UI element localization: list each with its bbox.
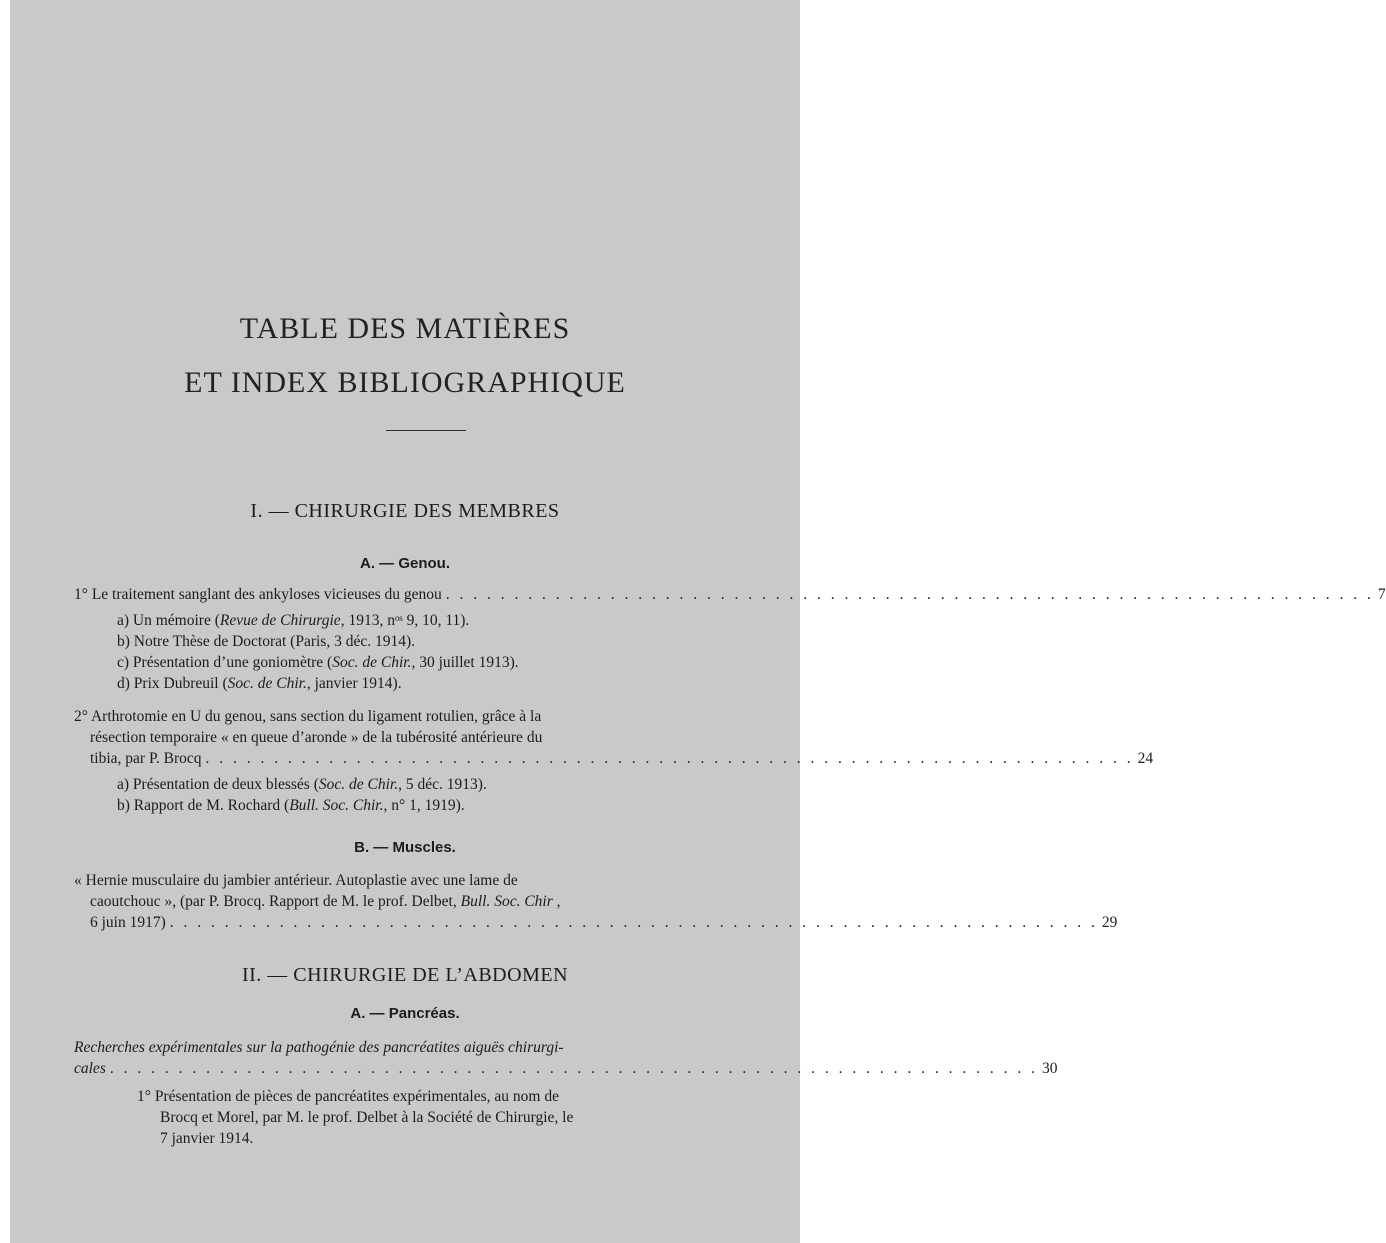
subsection-heading-pancreas: A. — Pancréas. [350, 1005, 460, 1022]
document-title-line-1: TABLE DES MATIÈRES [239, 312, 571, 345]
entry-text: 1° Le traitement sanglant des ankyloses vicieuses du genou [74, 586, 442, 603]
leader-dots: . . . . . . . . . . . . . . . . . . . . . . . . . . . . . . . . . . . . . . . . . . . . . . . . . . . . . . . . . . . . . . . . . . . . [169, 914, 1098, 931]
leader-dots: . . . . . . . . . . . . . . . . . . . . . . . . . . . . . . . . . . . . . . . . . . . . . . . . . . . . . . . . . . . . . . . . . . . . [205, 750, 1134, 767]
toc-entry-5-line-1: 1° Présentation de pièces de pancréatites expérimentales, au nom de [137, 1088, 559, 1105]
toc-entry-2-line-2: résection temporaire « en queue d’aronde » de la tubérosité antérieure du [90, 729, 543, 746]
subsection-heading-muscles: B. — Muscles. [354, 839, 456, 856]
page-number: 29 [1101, 914, 1118, 931]
document-title-line-2: ET INDEX BIBLIOGRAPHIQUE [184, 366, 626, 399]
toc-entry-5-line-3: 7 janvier 1914. [160, 1130, 254, 1147]
toc-entry-2-line-3 [90, 749, 1154, 769]
section-heading-2: II. — CHIRURGIE DE L’ABDOMEN [241, 964, 569, 986]
toc-entry-2-line-1: 2° Arthrotomie en U du genou, sans section du ligament rotulien, grâce à la [74, 708, 542, 725]
section-heading-1: I. — CHIRURGIE DES MEMBRES [250, 500, 560, 522]
entry-text: 6 juin 1917) [90, 914, 166, 931]
toc-entry-4-line-2 [74, 1059, 1058, 1079]
toc-entry-4-line-1: Recherches expérimentales sur la pathogénie des pancréatites aiguës chirurgi- [74, 1039, 564, 1056]
toc-entry-5-line-2: Brocq et Morel, par M. le prof. Delbet à la Société de Chirurgie, le [160, 1109, 574, 1126]
page-number: 24 [1137, 750, 1154, 767]
sub-item-b: b) Notre Thèse de Doctorat (Paris, 3 déc. 1914). [117, 633, 416, 650]
entry-text: tibia, par P. Brocq [90, 750, 202, 767]
document-page [10, 0, 1386, 1243]
toc-entry-1 [74, 585, 1386, 605]
page-number: 30 [1041, 1060, 1058, 1077]
entry-text: cales [74, 1060, 106, 1077]
leader-dots: . . . . . . . . . . . . . . . . . . . . . . . . . . . . . . . . . . . . . . . . . . . . . . . . . . . . . . . . . . . . . . . . . . . . [109, 1060, 1038, 1077]
leader-dots: . . . . . . . . . . . . . . . . . . . . . . . . . . . . . . . . . . . . . . . . . . . . . . . . . . . . . . . . . . . . . . . . . . . . [445, 586, 1374, 603]
sub-item-c: c) Présentation d’une goniomètre (Soc. de Chir., 30 juillet 1913). [117, 654, 519, 671]
sub-item-a: a) Un mémoire (Revue de Chirurgie, 1913, nᵒˢ 9, 10, 11). [117, 612, 470, 629]
sub-item-a: a) Présentation de deux blessés (Soc. de Chir., 5 déc. 1913). [117, 776, 487, 793]
sub-item-b: b) Rapport de M. Rochard (Bull. Soc. Chir., n° 1, 1919). [117, 797, 465, 814]
toc-entry-3-line-2: caoutchouc », (par P. Brocq. Rapport de M. le prof. Delbet, Bull. Soc. Chir , [90, 893, 561, 910]
toc-entry-3-line-1: « Hernie musculaire du jambier antérieur. Autoplastie avec une lame de [74, 872, 518, 889]
title-divider [386, 430, 466, 431]
toc-entry-3-line-3 [90, 913, 1118, 933]
sub-item-d: d) Prix Dubreuil (Soc. de Chir., janvier 1914). [117, 675, 402, 692]
subsection-heading-genou: A. — Genou. [360, 555, 450, 572]
page-number: 7 [1377, 586, 1386, 603]
